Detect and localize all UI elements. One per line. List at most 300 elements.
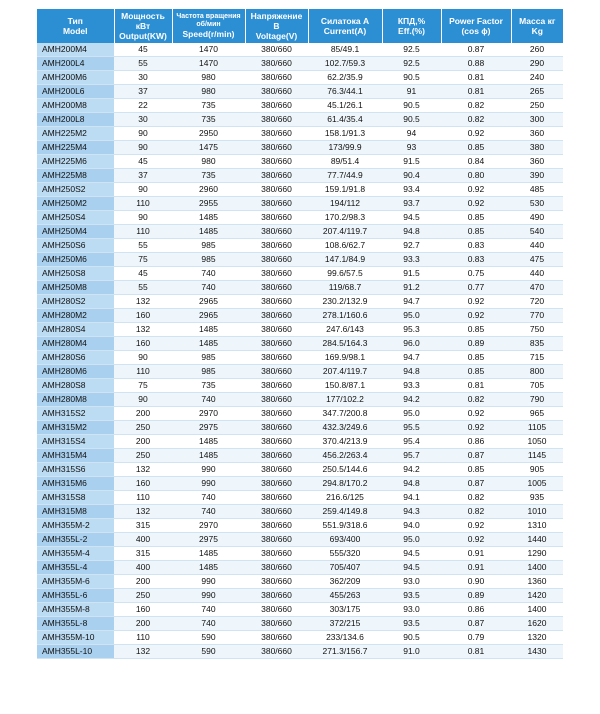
cell-efficiency: 96.0 xyxy=(382,337,441,351)
cell-mass: 250 xyxy=(511,99,563,113)
cell-model: AMH200L8 xyxy=(37,113,114,127)
cell-output: 400 xyxy=(114,533,172,547)
cell-speed: 735 xyxy=(172,99,245,113)
cell-voltage: 380/660 xyxy=(245,85,308,99)
cell-model: AMH250M8 xyxy=(37,281,114,295)
cell-output: 400 xyxy=(114,561,172,575)
cell-output: 75 xyxy=(114,379,172,393)
cell-current: 169.9/98.1 xyxy=(308,351,382,365)
cell-model: AMH250M6 xyxy=(37,253,114,267)
table-row xyxy=(37,617,563,631)
cell-voltage: 380/660 xyxy=(245,225,308,239)
cell-output: 90 xyxy=(114,393,172,407)
header-power-factor: Power Factor (cos ϕ) xyxy=(441,9,511,43)
cell-model: AMH315S4 xyxy=(37,435,114,449)
cell-power-factor: 0.82 xyxy=(441,491,511,505)
cell-output: 110 xyxy=(114,365,172,379)
cell-power-factor: 0.82 xyxy=(441,505,511,519)
cell-model: AMH355L-10 xyxy=(37,645,114,659)
cell-current: 278.1/160.6 xyxy=(308,309,382,323)
cell-voltage: 380/660 xyxy=(245,519,308,533)
cell-voltage: 380/660 xyxy=(245,281,308,295)
cell-efficiency: 94.5 xyxy=(382,561,441,575)
cell-efficiency: 93.3 xyxy=(382,253,441,267)
cell-current: 85/49.1 xyxy=(308,43,382,57)
table-row xyxy=(37,127,563,141)
cell-mass: 390 xyxy=(511,169,563,183)
cell-speed: 740 xyxy=(172,267,245,281)
table-row xyxy=(37,267,563,281)
cell-speed: 1485 xyxy=(172,323,245,337)
table-row xyxy=(37,71,563,85)
cell-power-factor: 0.82 xyxy=(441,393,511,407)
cell-model: AMH225M4 xyxy=(37,141,114,155)
table-row xyxy=(37,393,563,407)
cell-current: 432.3/249.6 xyxy=(308,421,382,435)
cell-model: AMH280S4 xyxy=(37,323,114,337)
cell-speed: 1485 xyxy=(172,337,245,351)
cell-output: 200 xyxy=(114,575,172,589)
cell-output: 200 xyxy=(114,407,172,421)
cell-model: AMH250S6 xyxy=(37,239,114,253)
cell-output: 45 xyxy=(114,155,172,169)
table-header-row xyxy=(37,9,563,43)
cell-model: AMH355L-6 xyxy=(37,589,114,603)
cell-power-factor: 0.92 xyxy=(441,183,511,197)
cell-output: 90 xyxy=(114,211,172,225)
cell-output: 110 xyxy=(114,491,172,505)
header-voltage: Напряжение В Voltage(V) xyxy=(245,9,308,43)
cell-speed: 740 xyxy=(172,491,245,505)
cell-speed: 2950 xyxy=(172,127,245,141)
cell-voltage: 380/660 xyxy=(245,463,308,477)
cell-efficiency: 94.8 xyxy=(382,365,441,379)
cell-mass: 935 xyxy=(511,491,563,505)
cell-model: AMH355M-4 xyxy=(37,547,114,561)
cell-speed: 980 xyxy=(172,71,245,85)
cell-efficiency: 91.5 xyxy=(382,155,441,169)
cell-current: 362/209 xyxy=(308,575,382,589)
cell-speed: 590 xyxy=(172,645,245,659)
cell-output: 37 xyxy=(114,85,172,99)
cell-model: AMH315M4 xyxy=(37,449,114,463)
table-row xyxy=(37,113,563,127)
table-row xyxy=(37,645,563,659)
cell-speed: 1485 xyxy=(172,449,245,463)
cell-speed: 1485 xyxy=(172,547,245,561)
cell-model: AMH280M4 xyxy=(37,337,114,351)
table-row xyxy=(37,435,563,449)
cell-efficiency: 95.0 xyxy=(382,407,441,421)
cell-voltage: 380/660 xyxy=(245,617,308,631)
cell-model: AMH200M6 xyxy=(37,71,114,85)
cell-voltage: 380/660 xyxy=(245,631,308,645)
cell-mass: 475 xyxy=(511,253,563,267)
cell-speed: 2970 xyxy=(172,407,245,421)
cell-current: 271.3/156.7 xyxy=(308,645,382,659)
table-row xyxy=(37,561,563,575)
cell-model: AMH315M8 xyxy=(37,505,114,519)
cell-efficiency: 94.8 xyxy=(382,477,441,491)
cell-speed: 990 xyxy=(172,575,245,589)
cell-voltage: 380/660 xyxy=(245,561,308,575)
cell-power-factor: 0.87 xyxy=(441,617,511,631)
table-row xyxy=(37,547,563,561)
cell-voltage: 380/660 xyxy=(245,295,308,309)
cell-power-factor: 0.90 xyxy=(441,575,511,589)
cell-output: 45 xyxy=(114,43,172,57)
cell-voltage: 380/660 xyxy=(245,99,308,113)
table-row xyxy=(37,407,563,421)
table-row xyxy=(37,309,563,323)
cell-current: 147.1/84.9 xyxy=(308,253,382,267)
cell-model: AMH315M2 xyxy=(37,421,114,435)
cell-speed: 1475 xyxy=(172,141,245,155)
cell-efficiency: 90.5 xyxy=(382,99,441,113)
cell-power-factor: 0.92 xyxy=(441,295,511,309)
cell-output: 30 xyxy=(114,71,172,85)
cell-power-factor: 0.92 xyxy=(441,407,511,421)
cell-output: 132 xyxy=(114,645,172,659)
cell-mass: 1420 xyxy=(511,589,563,603)
cell-speed: 735 xyxy=(172,169,245,183)
cell-current: 370.4/213.9 xyxy=(308,435,382,449)
cell-power-factor: 0.87 xyxy=(441,477,511,491)
table-row xyxy=(37,169,563,183)
table-row xyxy=(37,211,563,225)
table-body xyxy=(37,43,563,659)
cell-voltage: 380/660 xyxy=(245,379,308,393)
cell-mass: 720 xyxy=(511,295,563,309)
cell-power-factor: 0.89 xyxy=(441,337,511,351)
cell-voltage: 380/660 xyxy=(245,253,308,267)
cell-mass: 1400 xyxy=(511,561,563,575)
cell-model: AMH315S8 xyxy=(37,491,114,505)
cell-output: 200 xyxy=(114,435,172,449)
cell-efficiency: 94.2 xyxy=(382,463,441,477)
cell-mass: 1320 xyxy=(511,631,563,645)
cell-speed: 990 xyxy=(172,463,245,477)
cell-voltage: 380/660 xyxy=(245,351,308,365)
cell-mass: 470 xyxy=(511,281,563,295)
table-row xyxy=(37,365,563,379)
cell-current: 99.6/57.5 xyxy=(308,267,382,281)
cell-current: 693/400 xyxy=(308,533,382,547)
cell-power-factor: 0.81 xyxy=(441,645,511,659)
cell-output: 315 xyxy=(114,547,172,561)
cell-power-factor: 0.80 xyxy=(441,169,511,183)
cell-model: AMH315S6 xyxy=(37,463,114,477)
cell-voltage: 380/660 xyxy=(245,43,308,57)
cell-model: AMH200L4 xyxy=(37,57,114,71)
cell-voltage: 380/660 xyxy=(245,575,308,589)
cell-efficiency: 93.7 xyxy=(382,197,441,211)
cell-voltage: 380/660 xyxy=(245,421,308,435)
cell-power-factor: 0.92 xyxy=(441,519,511,533)
cell-output: 55 xyxy=(114,281,172,295)
table-row xyxy=(37,197,563,211)
cell-speed: 2965 xyxy=(172,295,245,309)
cell-mass: 485 xyxy=(511,183,563,197)
cell-efficiency: 90.5 xyxy=(382,631,441,645)
cell-output: 132 xyxy=(114,295,172,309)
cell-current: 233/134.6 xyxy=(308,631,382,645)
table-row xyxy=(37,533,563,547)
cell-voltage: 380/660 xyxy=(245,183,308,197)
cell-current: 303/175 xyxy=(308,603,382,617)
cell-voltage: 380/660 xyxy=(245,239,308,253)
cell-voltage: 380/660 xyxy=(245,337,308,351)
cell-speed: 2965 xyxy=(172,309,245,323)
cell-mass: 300 xyxy=(511,113,563,127)
cell-voltage: 380/660 xyxy=(245,603,308,617)
cell-current: 294.8/170.2 xyxy=(308,477,382,491)
cell-mass: 750 xyxy=(511,323,563,337)
table-row xyxy=(37,421,563,435)
cell-mass: 1360 xyxy=(511,575,563,589)
header-output: Мощность кВт Output(KW) xyxy=(114,9,172,43)
cell-current: 177/102.2 xyxy=(308,393,382,407)
cell-efficiency: 93.3 xyxy=(382,379,441,393)
cell-mass: 290 xyxy=(511,57,563,71)
cell-speed: 735 xyxy=(172,113,245,127)
cell-speed: 1485 xyxy=(172,435,245,449)
cell-power-factor: 0.82 xyxy=(441,99,511,113)
cell-voltage: 380/660 xyxy=(245,435,308,449)
cell-output: 110 xyxy=(114,197,172,211)
cell-power-factor: 0.85 xyxy=(441,351,511,365)
cell-current: 173/99.9 xyxy=(308,141,382,155)
cell-current: 259.4/149.8 xyxy=(308,505,382,519)
cell-current: 76.3/44.1 xyxy=(308,85,382,99)
cell-power-factor: 0.85 xyxy=(441,141,511,155)
cell-power-factor: 0.92 xyxy=(441,127,511,141)
cell-speed: 2970 xyxy=(172,519,245,533)
cell-mass: 1290 xyxy=(511,547,563,561)
cell-mass: 540 xyxy=(511,225,563,239)
cell-current: 551.9/318.6 xyxy=(308,519,382,533)
cell-output: 160 xyxy=(114,477,172,491)
cell-efficiency: 93.0 xyxy=(382,603,441,617)
cell-output: 250 xyxy=(114,449,172,463)
cell-voltage: 380/660 xyxy=(245,309,308,323)
cell-voltage: 380/660 xyxy=(245,71,308,85)
cell-efficiency: 95.0 xyxy=(382,309,441,323)
table-row xyxy=(37,477,563,491)
cell-efficiency: 91 xyxy=(382,85,441,99)
cell-output: 37 xyxy=(114,169,172,183)
cell-output: 110 xyxy=(114,631,172,645)
cell-mass: 360 xyxy=(511,127,563,141)
cell-efficiency: 94.5 xyxy=(382,547,441,561)
table-row xyxy=(37,449,563,463)
cell-efficiency: 93.5 xyxy=(382,617,441,631)
cell-voltage: 380/660 xyxy=(245,645,308,659)
cell-voltage: 380/660 xyxy=(245,407,308,421)
cell-mass: 490 xyxy=(511,211,563,225)
cell-current: 230.2/132.9 xyxy=(308,295,382,309)
cell-mass: 965 xyxy=(511,407,563,421)
cell-efficiency: 94.1 xyxy=(382,491,441,505)
cell-model: AMH280S2 xyxy=(37,295,114,309)
cell-output: 90 xyxy=(114,141,172,155)
cell-power-factor: 0.85 xyxy=(441,463,511,477)
cell-voltage: 380/660 xyxy=(245,127,308,141)
cell-model: AMH280S6 xyxy=(37,351,114,365)
cell-output: 160 xyxy=(114,337,172,351)
cell-output: 132 xyxy=(114,323,172,337)
header-mass: Масса кг Kg xyxy=(511,9,563,43)
cell-power-factor: 0.81 xyxy=(441,379,511,393)
cell-efficiency: 93.5 xyxy=(382,589,441,603)
cell-model: AMH225M2 xyxy=(37,127,114,141)
cell-output: 250 xyxy=(114,421,172,435)
cell-power-factor: 0.91 xyxy=(441,547,511,561)
cell-speed: 590 xyxy=(172,631,245,645)
cell-power-factor: 0.87 xyxy=(441,449,511,463)
table-row xyxy=(37,603,563,617)
table-row xyxy=(37,575,563,589)
cell-speed: 1470 xyxy=(172,43,245,57)
table-row xyxy=(37,505,563,519)
cell-voltage: 380/660 xyxy=(245,211,308,225)
cell-model: AMH225M6 xyxy=(37,155,114,169)
cell-mass: 360 xyxy=(511,155,563,169)
table-row xyxy=(37,43,563,57)
cell-current: 150.8/87.1 xyxy=(308,379,382,393)
cell-speed: 740 xyxy=(172,617,245,631)
cell-efficiency: 92.7 xyxy=(382,239,441,253)
cell-efficiency: 90.4 xyxy=(382,169,441,183)
cell-efficiency: 93.0 xyxy=(382,575,441,589)
cell-current: 194/112 xyxy=(308,197,382,211)
cell-power-factor: 0.89 xyxy=(441,589,511,603)
cell-current: 45.1/26.1 xyxy=(308,99,382,113)
cell-mass: 1440 xyxy=(511,533,563,547)
cell-mass: 1400 xyxy=(511,603,563,617)
cell-power-factor: 0.84 xyxy=(441,155,511,169)
table-row xyxy=(37,253,563,267)
cell-output: 90 xyxy=(114,351,172,365)
cell-mass: 1310 xyxy=(511,519,563,533)
cell-voltage: 380/660 xyxy=(245,533,308,547)
cell-power-factor: 0.75 xyxy=(441,267,511,281)
cell-speed: 985 xyxy=(172,253,245,267)
cell-efficiency: 94.2 xyxy=(382,393,441,407)
cell-voltage: 380/660 xyxy=(245,267,308,281)
cell-output: 30 xyxy=(114,113,172,127)
cell-speed: 735 xyxy=(172,379,245,393)
cell-current: 170.2/98.3 xyxy=(308,211,382,225)
table-row xyxy=(37,323,563,337)
table-row xyxy=(37,295,563,309)
cell-output: 90 xyxy=(114,127,172,141)
cell-efficiency: 95.4 xyxy=(382,435,441,449)
cell-power-factor: 0.83 xyxy=(441,239,511,253)
cell-efficiency: 92.5 xyxy=(382,43,441,57)
cell-power-factor: 0.92 xyxy=(441,533,511,547)
cell-efficiency: 94.7 xyxy=(382,295,441,309)
cell-efficiency: 94.8 xyxy=(382,225,441,239)
cell-voltage: 380/660 xyxy=(245,477,308,491)
header-model: Тип Model xyxy=(37,9,114,43)
cell-power-factor: 0.85 xyxy=(441,365,511,379)
cell-model: AMH355M-10 xyxy=(37,631,114,645)
cell-model: AMH250S4 xyxy=(37,211,114,225)
cell-current: 119/68.7 xyxy=(308,281,382,295)
cell-efficiency: 94.3 xyxy=(382,505,441,519)
cell-mass: 905 xyxy=(511,463,563,477)
cell-current: 102.7/59.3 xyxy=(308,57,382,71)
cell-speed: 2955 xyxy=(172,197,245,211)
cell-efficiency: 94.0 xyxy=(382,519,441,533)
cell-power-factor: 0.92 xyxy=(441,309,511,323)
table-row xyxy=(37,141,563,155)
header-speed: Частота вращения об/мин Speed(r/min) xyxy=(172,9,245,43)
cell-mass: 1145 xyxy=(511,449,563,463)
cell-model: AMH355L-4 xyxy=(37,561,114,575)
cell-model: AMH250S8 xyxy=(37,267,114,281)
table-row xyxy=(37,491,563,505)
cell-model: AMH355M-6 xyxy=(37,575,114,589)
cell-voltage: 380/660 xyxy=(245,197,308,211)
cell-efficiency: 90.5 xyxy=(382,71,441,85)
cell-speed: 740 xyxy=(172,393,245,407)
cell-current: 62.2/35.9 xyxy=(308,71,382,85)
cell-current: 247.6/143 xyxy=(308,323,382,337)
header-current: Силатока А Current(A) xyxy=(308,9,382,43)
cell-output: 132 xyxy=(114,505,172,519)
cell-efficiency: 92.5 xyxy=(382,57,441,71)
cell-efficiency: 95.7 xyxy=(382,449,441,463)
cell-voltage: 380/660 xyxy=(245,113,308,127)
table-row xyxy=(37,379,563,393)
cell-output: 45 xyxy=(114,267,172,281)
cell-voltage: 380/660 xyxy=(245,155,308,169)
cell-output: 22 xyxy=(114,99,172,113)
cell-current: 207.4/119.7 xyxy=(308,225,382,239)
cell-mass: 770 xyxy=(511,309,563,323)
cell-output: 90 xyxy=(114,183,172,197)
cell-model: AMH250M4 xyxy=(37,225,114,239)
cell-output: 250 xyxy=(114,589,172,603)
cell-current: 61.4/35.4 xyxy=(308,113,382,127)
cell-model: AMH280M8 xyxy=(37,393,114,407)
cell-mass: 260 xyxy=(511,43,563,57)
cell-speed: 2975 xyxy=(172,533,245,547)
cell-model: AMH200L6 xyxy=(37,85,114,99)
cell-mass: 530 xyxy=(511,197,563,211)
cell-speed: 985 xyxy=(172,365,245,379)
cell-model: AMH315M6 xyxy=(37,477,114,491)
cell-model: AMH250M2 xyxy=(37,197,114,211)
cell-voltage: 380/660 xyxy=(245,393,308,407)
cell-speed: 980 xyxy=(172,85,245,99)
cell-voltage: 380/660 xyxy=(245,547,308,561)
cell-efficiency: 93.4 xyxy=(382,183,441,197)
cell-model: AMH200M4 xyxy=(37,43,114,57)
cell-output: 315 xyxy=(114,519,172,533)
cell-efficiency: 95.3 xyxy=(382,323,441,337)
cell-speed: 985 xyxy=(172,239,245,253)
cell-efficiency: 91.5 xyxy=(382,267,441,281)
cell-mass: 1005 xyxy=(511,477,563,491)
cell-mass: 265 xyxy=(511,85,563,99)
cell-model: AMH280M6 xyxy=(37,365,114,379)
cell-efficiency: 94.5 xyxy=(382,211,441,225)
cell-speed: 990 xyxy=(172,477,245,491)
cell-power-factor: 0.87 xyxy=(441,43,511,57)
